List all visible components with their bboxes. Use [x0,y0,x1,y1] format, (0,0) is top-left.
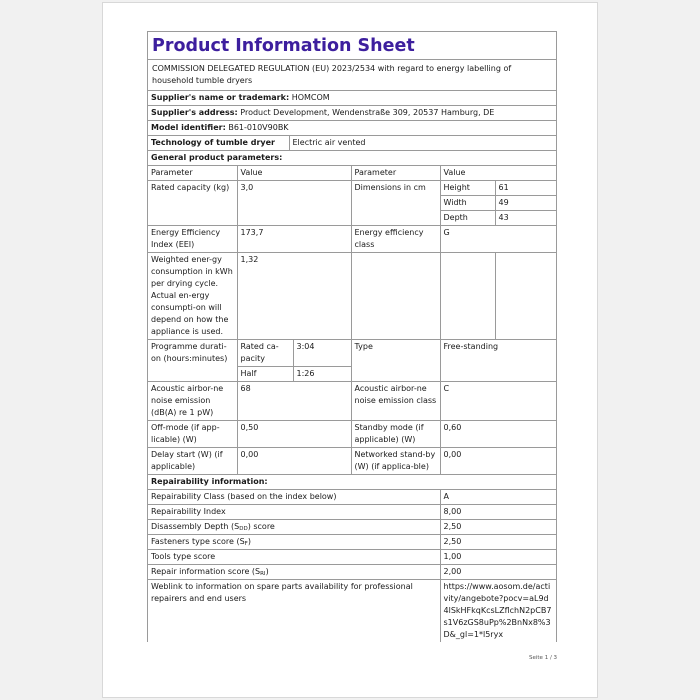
empty-cell [440,253,495,340]
page-title: Product Information Sheet [148,32,556,60]
model-label: Model identifier: [151,123,226,132]
repairability-heading: Repairability information: [148,475,556,490]
disassembly-label-tail: ) score [247,522,275,531]
general-heading: General product parameters: [148,151,556,166]
fasteners-label-text: Fasteners type score (S [151,537,245,546]
width-value: 49 [495,196,556,211]
rated-capacity-label: Rated ca-pacity [237,340,293,367]
networked-standby-value: 0,00 [440,448,556,475]
fasteners-label-tail: ) [247,537,251,546]
rated-capacity-duration: 3:04 [293,340,351,367]
repair-info-label-tail: ) [265,567,269,576]
height-label: Height [440,181,495,196]
capacity-label: Rated capacity (kg) [148,181,237,226]
header-value: Value [237,166,351,181]
depth-value: 43 [495,211,556,226]
weblink-label: Weblink to information on spare parts availability for professional repairers and end users [148,580,440,643]
supplier-value: HOMCOM [291,93,330,102]
type-value: Free-standing [440,340,556,382]
address-value: Product Development, Wendenstraße 309, 20537 Hamburg, DE [240,108,495,117]
width-label: Width [440,196,495,211]
weighted-consumption-value: 1,32 [237,253,351,340]
weblink-value[interactable]: https://www.aosom.de/activity/angebote?pocv=aL9d4lSkHFkqKcsLZflchN2pCB7s1V6zGS8uPp%2BnNx8%3D&_gl=1*l5ryx [440,580,556,643]
page-number: Seite 1 / 3 [529,655,558,661]
repair-info-label-text: Repair information score (S [151,567,261,576]
regulation-text: COMMISSION DELEGATED REGULATION (EU) 2023/2534 with regard to energy labelling of household tumble dryers [148,60,556,91]
eei-label: Energy Efficiency Index (EEI) [148,226,237,253]
empty-cell [495,253,556,340]
energy-class-label: Energy efficiency class [351,226,440,253]
disassembly-label [148,520,440,535]
weighted-consumption-label: Weighted ener-gy consumption in kWh per drying cycle. Actual en-ergy consumpti-on will depend on how the appliance is used. [148,253,237,340]
general-parameters-table [148,166,556,475]
disassembly-label-text: Disassembly Depth (S [151,522,240,531]
disassembly-value: 2,50 [440,520,556,535]
header-value-2: Value [440,166,556,181]
networked-standby-label: Networked stand-by (W) (if applica-ble) [351,448,440,475]
fasteners-value: 2,50 [440,535,556,550]
repair-info-sub: RI [260,571,266,577]
technology-value: Electric air vented [289,136,556,151]
header-parameter: Parameter [148,166,237,181]
model-row [148,121,556,136]
delay-start-value: 0,00 [237,448,351,475]
document-page [102,2,598,698]
technology-label: Technology of tumble dryer [148,136,289,151]
standby-value: 0,60 [440,421,556,448]
noise-class-value: C [440,382,556,421]
noise-emission-label: Acoustic airbor-ne noise emission (dB(A) re 1 pW) [148,382,237,421]
off-mode-label: Off-mode (if app-licable) (W) [148,421,237,448]
type-label: Type [351,340,440,382]
off-mode-value: 0,50 [237,421,351,448]
half-duration: 1:26 [293,367,351,382]
standby-label: Standby mode (if applicable) (W) [351,421,440,448]
repair-index-label: Repairability Index [148,505,440,520]
fasteners-sub: F [244,541,248,547]
repair-index-value: 8,00 [440,505,556,520]
height-value: 61 [495,181,556,196]
tools-label: Tools type score [148,550,440,565]
technology-table [148,136,556,151]
address-label: Supplier's address: [151,108,238,117]
model-value: B61-010V90BK [228,123,289,132]
half-label: Half [237,367,293,382]
fasteners-label [148,535,440,550]
repair-class-label: Repairability Class (based on the index below) [148,490,440,505]
energy-class-value: G [440,226,556,253]
capacity-value: 3,0 [237,181,351,226]
empty-cell [351,253,440,340]
header-parameter-2: Parameter [351,166,440,181]
dimensions-label: Dimensions in cm [351,181,440,226]
supplier-row [148,91,556,106]
repair-info-value: 2,00 [440,565,556,580]
product-information-sheet [147,31,557,642]
tools-value: 1,00 [440,550,556,565]
delay-start-label: Delay start (W) (if applicable) [148,448,237,475]
repair-class-value: A [440,490,556,505]
programme-duration-label: Programme durati-on (hours:minutes) [148,340,237,382]
repairability-table [148,490,556,642]
noise-class-label: Acoustic airbor-ne noise emission class [351,382,440,421]
supplier-label: Supplier's name or trademark: [151,93,290,102]
address-row [148,106,556,121]
disassembly-sub: DD [239,526,248,532]
depth-label: Depth [440,211,495,226]
repair-info-label [148,565,440,580]
noise-emission-value: 68 [237,382,351,421]
eei-value: 173,7 [237,226,351,253]
